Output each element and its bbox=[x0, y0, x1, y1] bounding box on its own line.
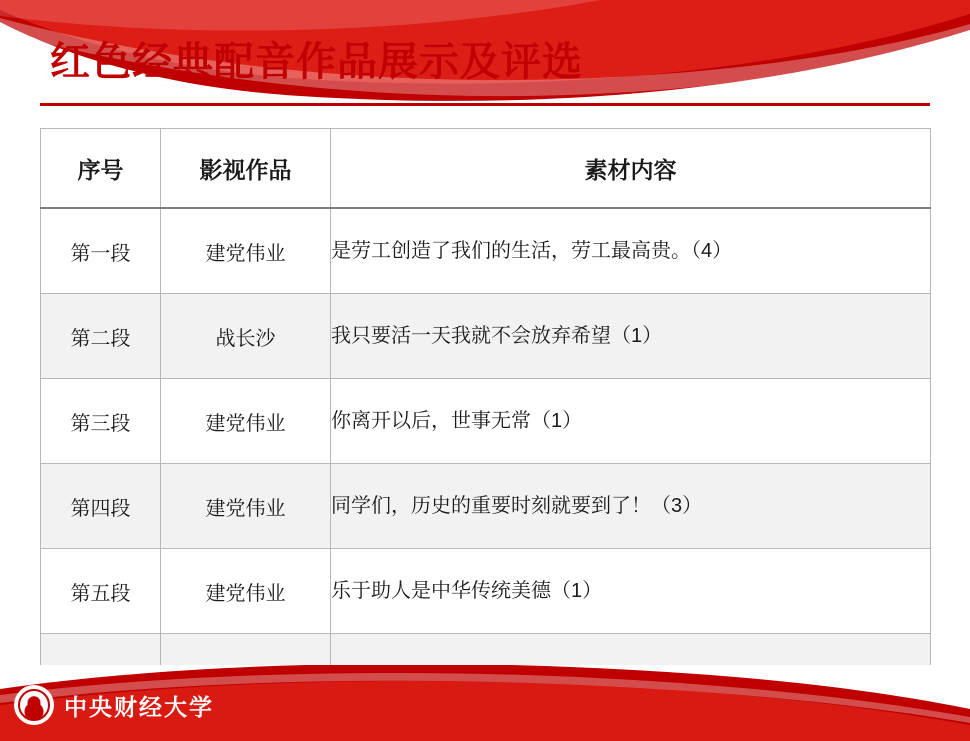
cell-content: 是劳工创造了我们的生活，劳工最高贵。（4） bbox=[331, 208, 931, 294]
table-row bbox=[41, 208, 931, 294]
column-header-work: 影视作品 bbox=[161, 129, 331, 209]
cell-no: 第二段 bbox=[41, 294, 161, 379]
table-row bbox=[41, 379, 931, 464]
university-name: 中央财经大学 bbox=[64, 694, 214, 720]
cell-work: 建党伟业 bbox=[161, 464, 331, 549]
cell-content: 我只要活一天我就不会放弃希望（1） bbox=[331, 294, 931, 379]
cell-no: 第一段 bbox=[41, 208, 161, 294]
cell-no: 第四段 bbox=[41, 464, 161, 549]
cell-no: 第三段 bbox=[41, 379, 161, 464]
page-title: 红色经典配音作品展示及评选 bbox=[50, 40, 583, 84]
cell-content: 你离开以后，世事无常（1） bbox=[331, 379, 931, 464]
cell-work: 战长沙 bbox=[161, 294, 331, 379]
table-row bbox=[41, 549, 931, 634]
cell-content: 乐于助人是中华传统美德（1） bbox=[331, 549, 931, 634]
table-row bbox=[41, 464, 931, 549]
title-underline bbox=[40, 103, 930, 106]
cell-content: 同学们，历史的重要时刻就要到了！（3） bbox=[331, 464, 931, 549]
table-header-row bbox=[41, 129, 931, 209]
column-header-content: 素材内容 bbox=[331, 129, 931, 209]
column-header-no: 序号 bbox=[41, 129, 161, 209]
cell-work: 建党伟业 bbox=[161, 379, 331, 464]
university-logo bbox=[14, 683, 214, 727]
table-row bbox=[41, 294, 931, 379]
cell-work: 建党伟业 bbox=[161, 549, 331, 634]
cell-work: 建党伟业 bbox=[161, 208, 331, 294]
material-table bbox=[40, 128, 931, 719]
cell-no: 第五段 bbox=[41, 549, 161, 634]
material-table-container bbox=[40, 128, 930, 719]
university-seal-icon bbox=[14, 685, 54, 725]
footer-banner bbox=[0, 665, 970, 741]
